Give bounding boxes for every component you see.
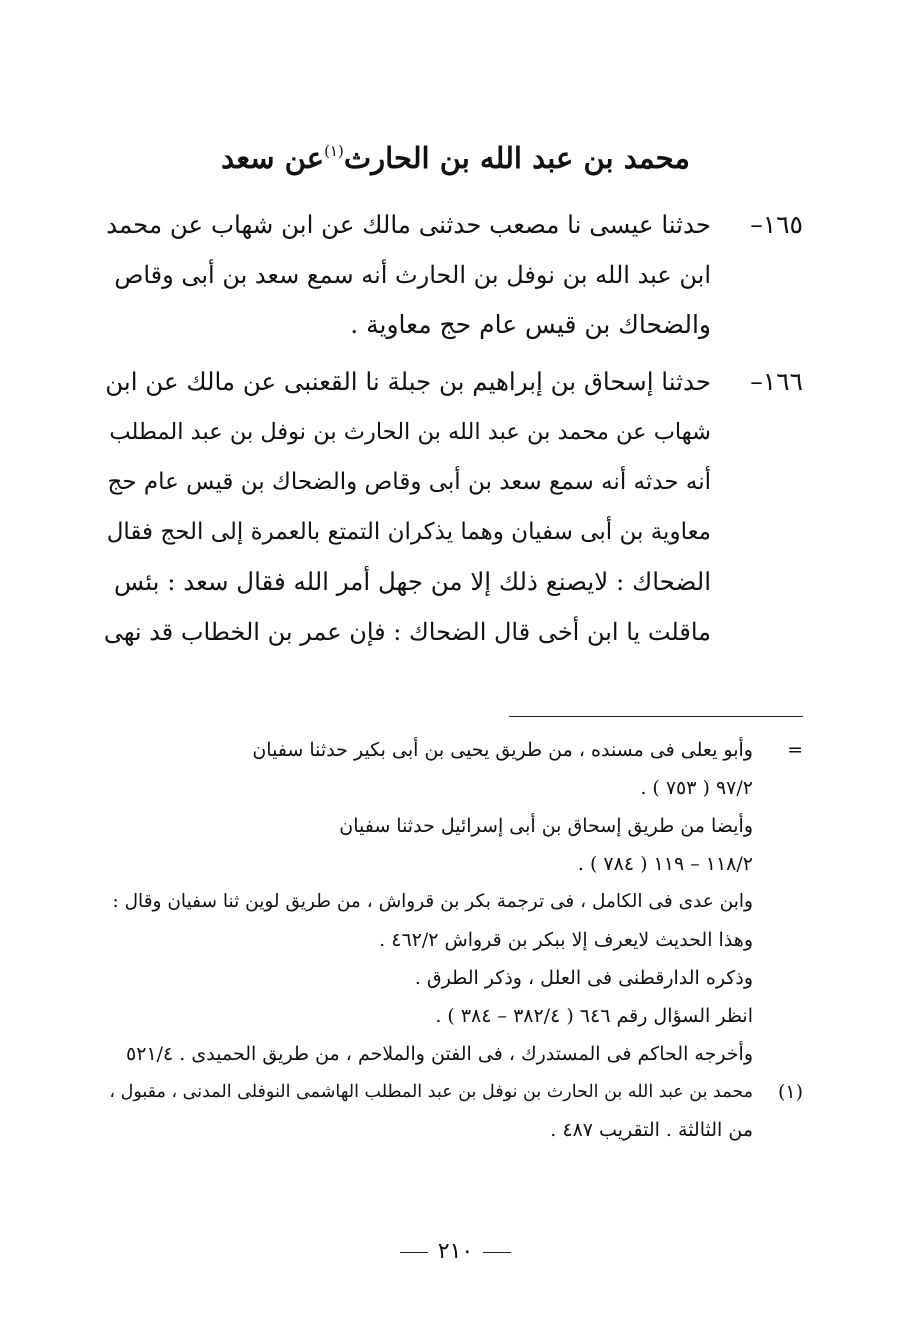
hadith-166 (103, 357, 803, 657)
footnote-line: ١١٨/٢ – ١١٩ ( ٧٨٤ ) . (577, 853, 753, 875)
hadith-text (103, 200, 711, 350)
footnote-text (103, 731, 753, 1073)
text-line: والضحاك بن قيس عام حج معاوية . (350, 310, 711, 339)
page-number (0, 1239, 911, 1264)
text-line: حدثنا إسحاق بن إبراهيم بن جبلة نا القعنبى عن مالك عن ابن (105, 367, 711, 396)
footnote-marker: = (787, 739, 803, 761)
footnote-line: وذكره الدارقطنى فى العلل ، وذكر الطرق . (414, 967, 753, 989)
hadith-text (103, 357, 711, 657)
footnote-line: وأبو يعلى فى مسنده ، من طريق يحيى بن أبى بكير حدثنا سفيان (252, 739, 753, 761)
footnote-text (103, 1073, 753, 1149)
footnotes (103, 731, 803, 1149)
footnote-line: انظر السؤال رقم ٦٤٦ ( ٣٨٢/٤ – ٣٨٤ ) . (435, 1005, 753, 1027)
folio-dash-right (483, 1252, 511, 1253)
footnote-line: وأيضا من طريق إسحاق بن أبى إسرائيل حدثنا سفيان (339, 815, 753, 837)
footnote-line: وأخرجه الحاكم فى المستدرك ، فى الفتن والملاحم ، من طريق الحميدى . ٥٢١/٤ (126, 1043, 753, 1065)
footnote-line: وهذا الحديث لايعرف إلا ببكر بن قرواش ٤٦٢/٢ . (379, 929, 753, 951)
hadith-number: ١٦٥– (750, 210, 803, 239)
footnote-separator (509, 716, 803, 717)
footnote-line: وابن عدى فى الكامل ، فى ترجمة بكر بن قرواش ، من طريق لوين ثنا سفيان وقال : (112, 891, 753, 912)
text-line: الضحاك : لايصنع ذلك إلا من جهل أمر الله فقال سعد : بئس (114, 567, 711, 596)
page-number-text: ٢١٠ (437, 1239, 474, 1264)
footnote-line: ٩٧/٢ ( ٧٥٣ ) . (640, 777, 753, 799)
chapter-title-text: محمد بن عبد الله بن الحارث (343, 141, 690, 175)
chapter-title-suffix: عن سعد (221, 141, 325, 175)
chapter-title (0, 140, 911, 178)
footnote-1 (103, 1073, 803, 1149)
text-line: معاوية بن أبى سفيان وهما يذكران التمتع بالعمرة إلى الحج فقال (106, 519, 711, 545)
footnote-line: من الثالثة . التقريب ٤٨٧ . (550, 1119, 753, 1141)
hadith-165 (103, 200, 803, 350)
footnote-continuation (103, 731, 803, 1073)
footnote-marker: (١) (777, 1081, 803, 1103)
text-line: ماقلت يا ابن أخى قال الضحاك : فإن عمر بن الخطاب قد نهى (103, 618, 711, 646)
hadith-number: ١٦٦– (750, 367, 803, 396)
text-line: شهاب عن محمد بن عبد الله بن الحارث بن نوفل بن عبد المطلب (109, 419, 711, 445)
folio-dash-left (400, 1252, 428, 1253)
text-line: ابن عبد الله بن نوفل بن الحارث أنه سمع سعد بن أبى وقاص (114, 261, 711, 289)
text-line: حدثنا عيسى نا مصعب حدثنى مالك عن ابن شهاب عن محمد (106, 210, 711, 239)
text-line: أنه حدثه أنه سمع سعد بن أبى وقاص والضحاك بن قيس عام حج (107, 469, 711, 495)
footnote-line: محمد بن عبد الله بن الحارث بن نوفل بن عبد المطلب الهاشمى النوفلى المدنى ، مقبول ، (109, 1082, 753, 1102)
title-footnote-ref: (١) (324, 142, 344, 160)
